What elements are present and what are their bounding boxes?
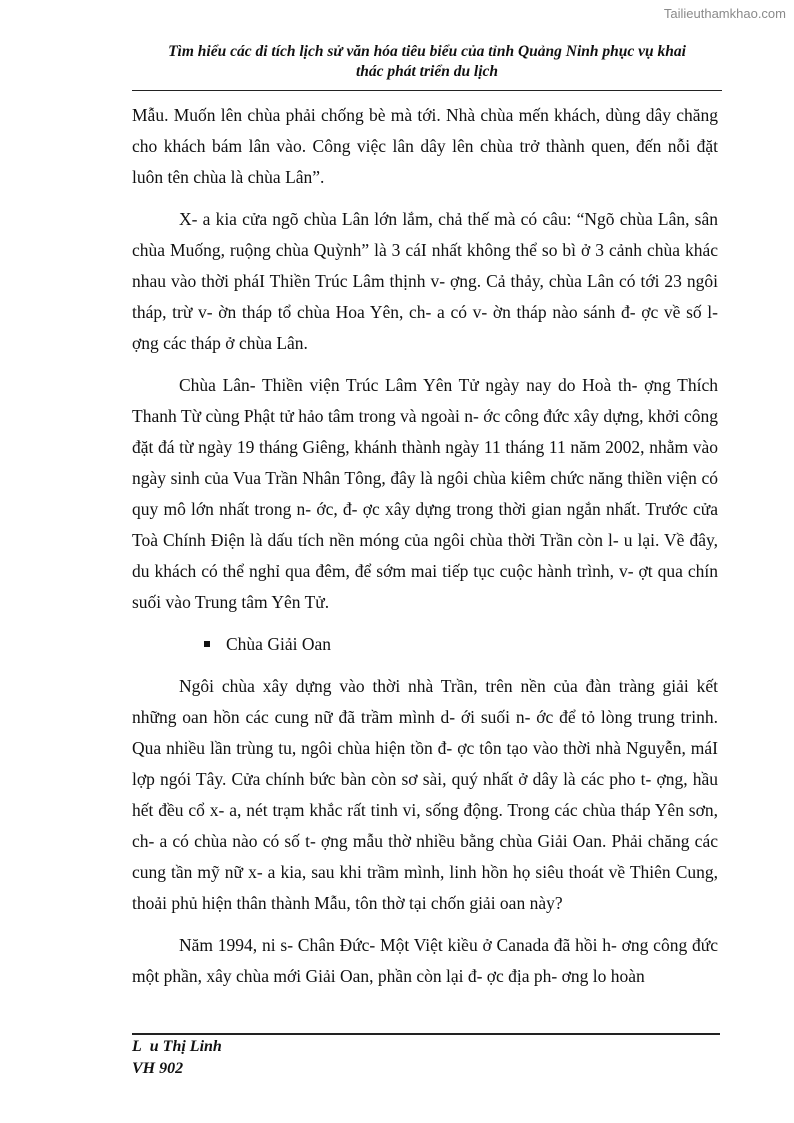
paragraph-continued: Mẫu. Muốn lên chùa phải chống bè mà tới. Nhà chùa mến khách, dùng dây chăng cho khách bám lân vào. Công việc lân dây lên chùa trở thành quen, đến nỗi đặt luôn tên chùa là chùa Lân”. — [132, 105, 718, 187]
footer-divider — [132, 1033, 720, 1035]
page-body — [132, 100, 718, 1003]
running-header — [132, 42, 722, 82]
author-name: L u Thị Linh — [132, 1038, 222, 1055]
paragraph-1994-rebuild: Năm 1994, ni s- Chân Đức- Một Việt kiều ở Canada đã hồi h- ơng công đức một phần, xây chùa mới Giải Oan, phần còn lại đ- ợc địa ph- ơng lo hoàn — [132, 935, 718, 986]
paragraph-truc-lam-monastery: Chùa Lân- Thiền viện Trúc Lâm Yên Tử ngày nay do Hoà th- ợng Thích Thanh Từ cùng Phật tử hảo tâm trong và ngoài n- ớc công đức xây dựng, khởi công đặt đá từ ngày 19 tháng Giêng, khánh thành ngày 11 tháng 11 năm 2002, nhằm vào ngày sinh của Vua Trần Nhân Tông, đây là ngôi chùa kiêm chức năng thiền viện có quy mô lớn nhất trong n- ớc, đ- ợc xây dựng trong thời gian ngắn nhất. Trước cửa Toà Chính Điện là dấu tích nền móng của ngôi chùa thời Trần còn l- u lại. Về đây, du khách có thể nghỉ qua đêm, để sớm mai tiếp tục cuộc hành trình, v- ợt qua chín suối vào Trung tâm Yên Tử. — [132, 375, 718, 612]
header-line-1: Tìm hiểu các di tích lịch sử văn hóa tiêu biểu của tỉnh Quảng Ninh phục vụ khai — [168, 43, 686, 60]
class-code: VH 902 — [132, 1060, 184, 1077]
running-footer — [132, 1036, 222, 1080]
header-divider — [132, 90, 722, 91]
section-heading-giai-oan — [132, 629, 718, 660]
section-heading-text: Chùa Giải Oan — [226, 634, 331, 654]
square-bullet-icon — [204, 641, 210, 647]
header-line-2: thác phát triển du lịch — [355, 63, 499, 80]
paragraph-giai-oan-history: Ngôi chùa xây dựng vào thời nhà Trần, trên nền của đàn tràng giải kết những oan hồn các cung nữ đã trầm mình d- ới suối n- ớc để tỏ lòng trung trinh. Qua nhiều lần trùng tu, ngôi chùa hiện tồn đ- ợc tôn tạo vào thời nhà Nguyễn, máI lợp ngói Tây. Cửa chính bức bàn còn sơ sài, quý nhất ở dây là các pho t- ợng, hầu hết đều cổ x- a, nét trạm khắc rất tinh vi, sống động. Trong các chùa tháp Yên sơn, ch- a có chùa nào có số t- ợng mẫu thờ nhiều bằng chùa Giải Oan. Phải chăng các cung tần mỹ nữ x- a kia, sau khi trầm mình, linh hồn họ siêu thoát về Thiên Cung, thoải phủ hiện thân thành Mẫu, tôn thờ tại chốn giải oan này? — [132, 676, 718, 913]
watermark: Tailieuthamkhao.com — [663, 6, 786, 21]
paragraph-chua-lan-gate: X- a kia cửa ngõ chùa Lân lớn lắm, chả thế mà có câu: “Ngõ chùa Lân, sân chùa Muống, ruộng chùa Quỳnh” là 3 cáI nhất không thể so bì ở 3 cảnh chùa khác nhau vào thời pháI Thiền Trúc Lâm thịnh v- ợng. Cả thảy, chùa Lân có tới 23 ngôi tháp, trừ v- ờn tháp tổ chùa Hoa Yên, ch- a có v- ờn tháp nào sánh đ- ợc về số l- ợng các tháp ở chùa Lân. — [132, 209, 718, 353]
